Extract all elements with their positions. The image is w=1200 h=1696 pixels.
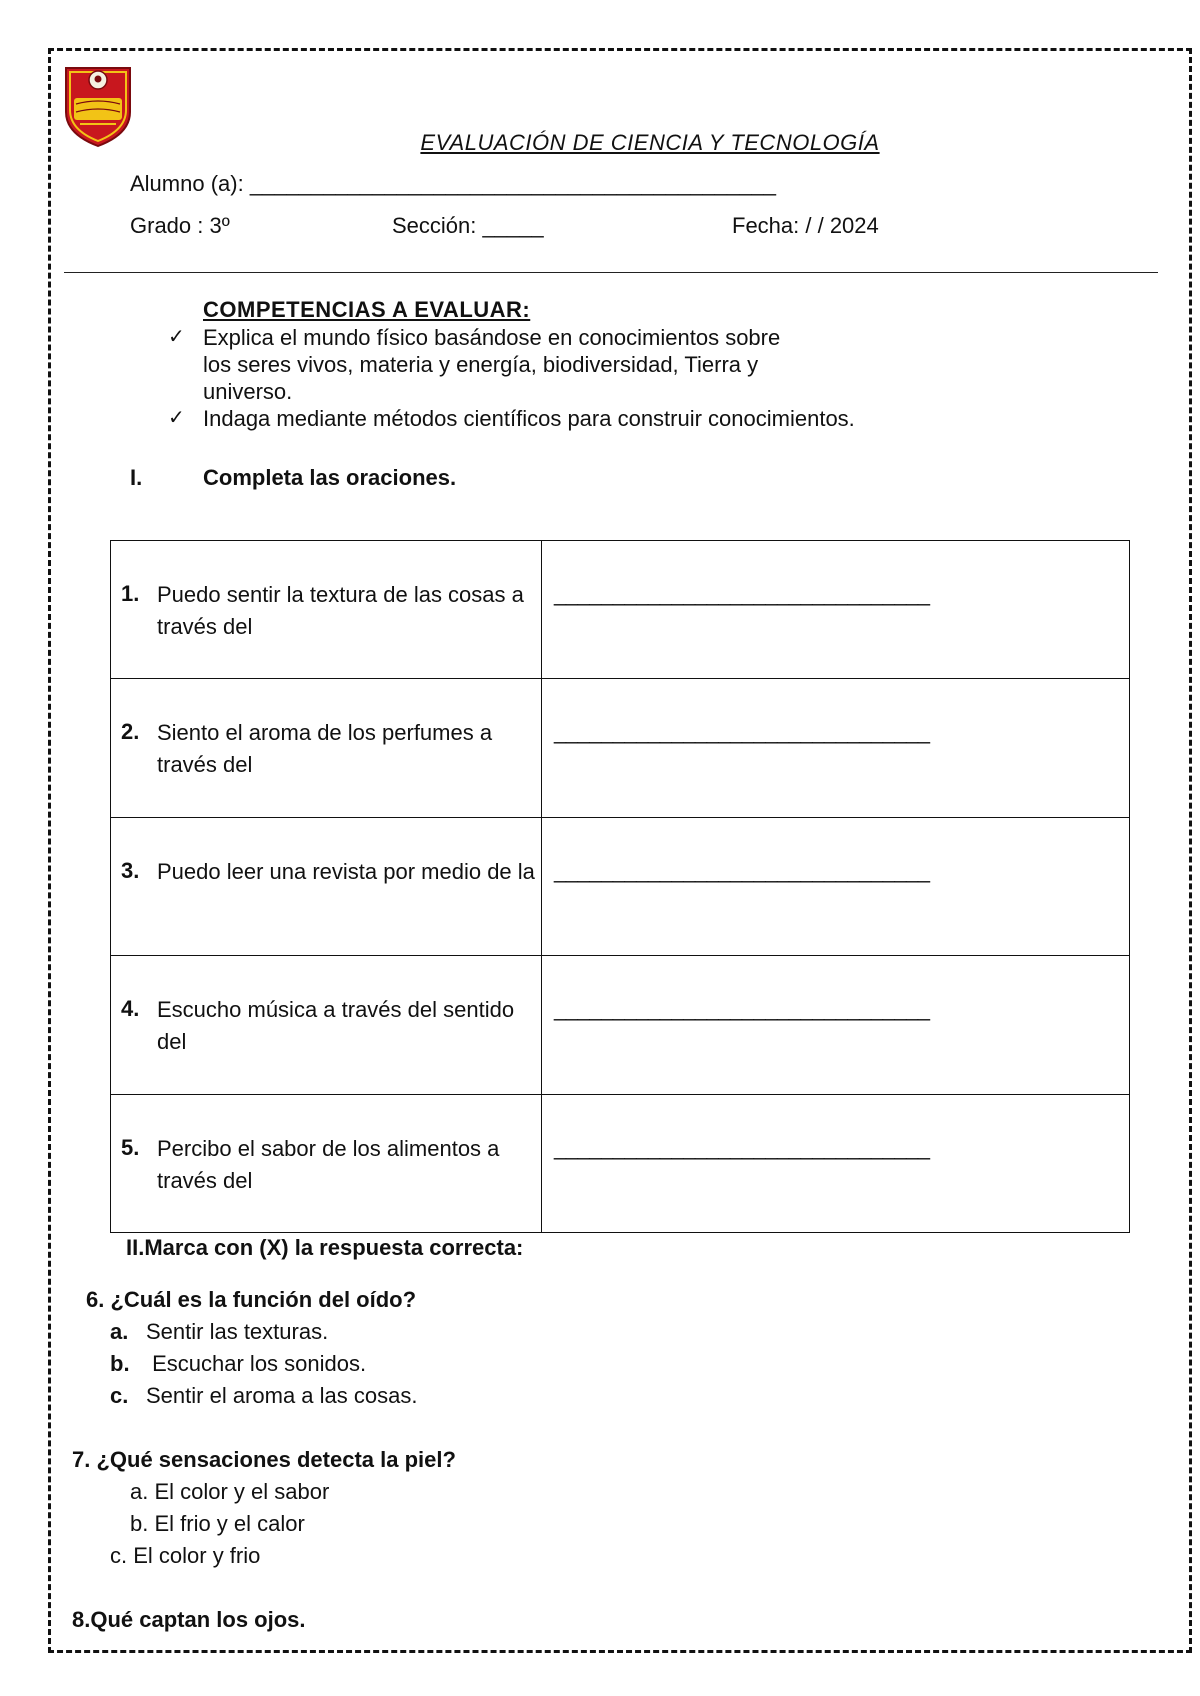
question-number: 2. bbox=[121, 719, 140, 745]
question-text: Percibo el sabor de los alimentos a través del bbox=[157, 1135, 500, 1193]
option-text[interactable]: b. El frio y el calor bbox=[130, 1511, 305, 1536]
competency-1-line-2: los seres vivos, materia y energía, biodiversidad, Tierra y bbox=[203, 352, 759, 377]
option-letter: c. bbox=[110, 1383, 129, 1408]
question-7: 7. ¿Qué sensaciones detecta la piel? bbox=[72, 1447, 456, 1472]
header-divider bbox=[64, 272, 1158, 273]
answer-line[interactable]: ________________________________ bbox=[554, 857, 930, 883]
option-text[interactable]: Sentir el aroma a las cosas. bbox=[146, 1383, 418, 1408]
table-row bbox=[111, 817, 1130, 955]
exam-title: EVALUACIÓN DE CIENCIA Y TECNOLOGÍA bbox=[420, 130, 880, 155]
option-text[interactable]: c. El color y frio bbox=[110, 1543, 261, 1568]
option-text[interactable]: a. El color y el sabor bbox=[130, 1479, 330, 1504]
question-text: Puedo sentir la textura de las cosas a través del bbox=[157, 582, 524, 639]
checkmark-icon: ✓ bbox=[168, 407, 185, 429]
option-text[interactable]: Sentir las texturas. bbox=[146, 1319, 329, 1344]
question-8: 8.Qué captan los ojos. bbox=[72, 1607, 306, 1632]
answer-line[interactable]: ________________________________ bbox=[554, 719, 930, 745]
option-letter: a. bbox=[110, 1319, 129, 1344]
grade-label: Grado : 3º bbox=[130, 213, 230, 238]
student-name-field: Alumno (a): ___________________________________________ bbox=[130, 171, 776, 196]
question-6: 6. ¿Cuál es la función del oído? bbox=[86, 1287, 417, 1312]
answer-line[interactable]: ________________________________ bbox=[554, 996, 930, 1022]
competencies-title: COMPETENCIAS A EVALUAR: bbox=[203, 297, 531, 322]
table-row bbox=[111, 541, 1130, 679]
table-row bbox=[111, 956, 1130, 1094]
answer-line[interactable]: ________________________________ bbox=[554, 581, 930, 606]
question-number: 4. bbox=[121, 996, 140, 1022]
question-text: Puedo leer una revista por medio de la bbox=[157, 858, 535, 884]
section-field: Sección: _____ bbox=[392, 213, 544, 238]
table-row bbox=[111, 679, 1130, 817]
date-field: Fecha: / / 2024 bbox=[732, 213, 879, 238]
competency-1-line-1: Explica el mundo físico basándose en conocimientos sobre bbox=[203, 325, 781, 350]
table-row bbox=[111, 1094, 1130, 1232]
answer-line[interactable]: ________________________________ bbox=[554, 1134, 930, 1160]
section-1-title: Completa las oraciones. bbox=[203, 465, 457, 490]
section-1-number: I. bbox=[130, 465, 143, 490]
section-2-title: II.Marca con (X) la respuesta correcta: bbox=[126, 1235, 524, 1260]
checkmark-icon: ✓ bbox=[168, 326, 185, 348]
question-number: 5. bbox=[121, 1134, 140, 1160]
competency-2: Indaga mediante métodos científicos para construir conocimientos. bbox=[203, 406, 855, 431]
completion-table bbox=[110, 540, 1130, 1233]
school-logo bbox=[60, 62, 136, 148]
question-number: 1. bbox=[121, 581, 140, 606]
option-text[interactable]: Escuchar los sonidos. bbox=[146, 1351, 367, 1376]
question-text: Siento el aroma de los perfumes a través del bbox=[157, 720, 493, 778]
question-text: Escucho música a través del sentido del bbox=[157, 997, 515, 1055]
option-letter: b. bbox=[110, 1351, 130, 1376]
question-number: 3. bbox=[121, 857, 140, 883]
competency-1-line-3: universo. bbox=[203, 379, 293, 404]
